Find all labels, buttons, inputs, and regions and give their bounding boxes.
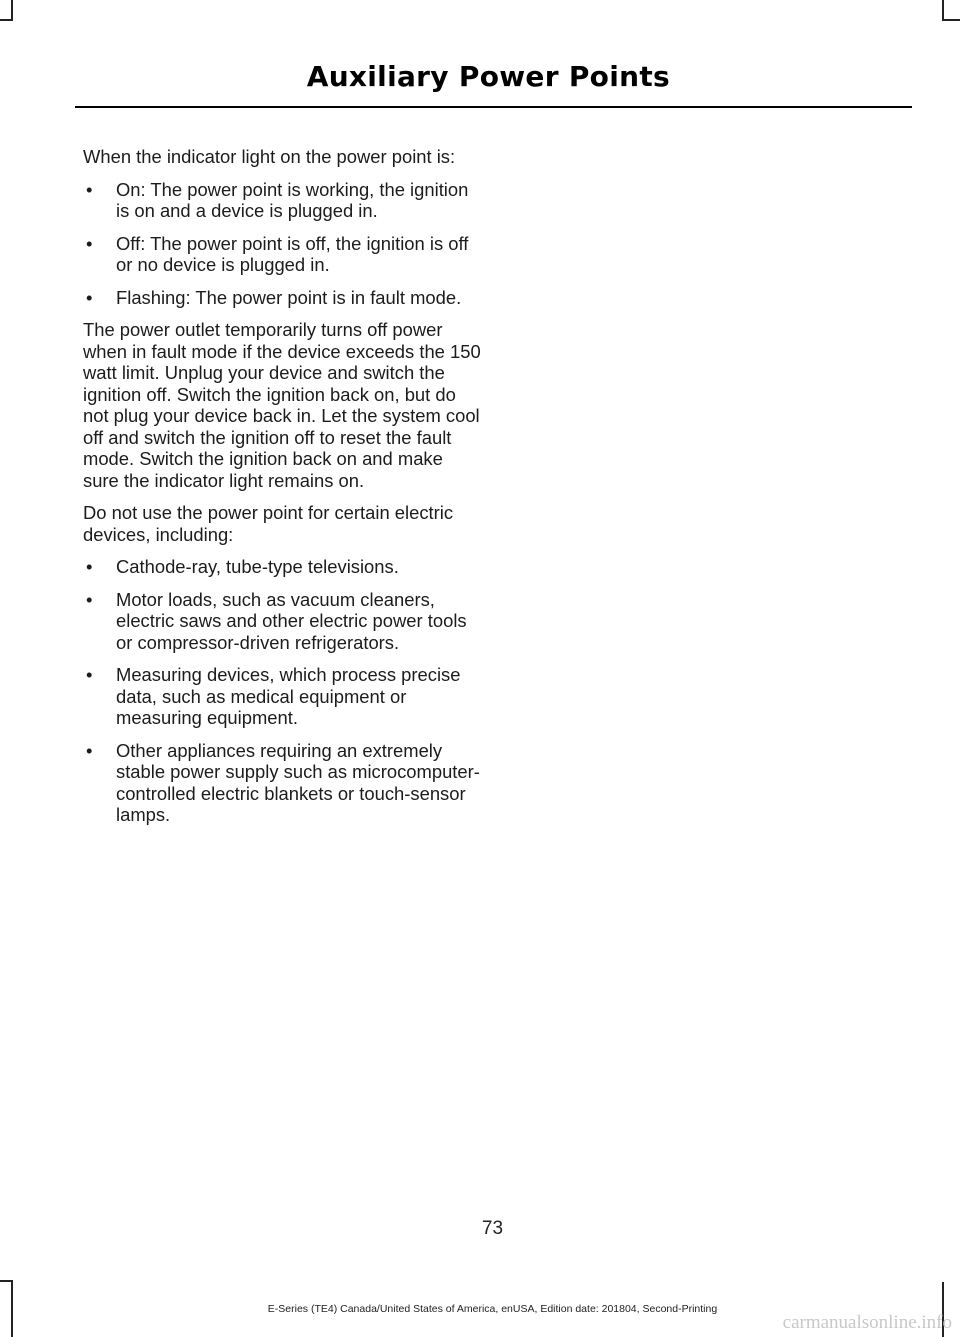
list-item-text: Other appliances requiring an extremely stable power supply such as microcomputer-controlled electric blankets or touch-sensor lamps. xyxy=(116,739,480,825)
edition-footer: E-Series (TE4) Canada/United States of America, enUSA, Edition date: 201804, Second-Printing xyxy=(267,1303,718,1315)
body-column xyxy=(83,146,483,837)
crop-mark-bottom-left-horizontal xyxy=(0,1280,13,1282)
indicator-intro: When the indicator light on the power point is: xyxy=(83,146,456,167)
bullet-icon: • xyxy=(86,588,93,610)
list-item-text: Measuring devices, which process precise data, such as medical equipment or measuring equipment. xyxy=(116,664,461,728)
list-item xyxy=(83,287,483,309)
list-item xyxy=(83,179,483,222)
list-item xyxy=(83,740,483,826)
indicator-states-list xyxy=(83,179,483,309)
page-title: Auxiliary Power Points xyxy=(306,60,670,93)
crop-mark-top-left xyxy=(11,0,13,21)
header-divider xyxy=(75,106,912,108)
list-item-text: Off: The power point is off, the ignition is off or no device is plugged in. xyxy=(116,232,469,275)
list-item-text: Cathode-ray, tube-type televisions. xyxy=(116,556,399,577)
crop-mark-top-left-horizontal xyxy=(0,19,13,21)
restricted-devices-list xyxy=(83,556,483,826)
watermark-link[interactable]: carmanualsonline.info xyxy=(782,1312,952,1333)
list-item xyxy=(83,233,483,276)
list-item-text: On: The power point is working, the ignition is on and a device is plugged in. xyxy=(116,178,469,221)
bullet-icon: • xyxy=(86,739,93,761)
bullet-icon: • xyxy=(86,232,93,254)
crop-mark-top-right xyxy=(942,0,944,21)
crop-mark-top-right-horizontal xyxy=(942,19,960,21)
list-item xyxy=(83,589,483,654)
page-number: 73 xyxy=(481,1218,504,1239)
list-item-text: Motor loads, such as vacuum cleaners, electric saws and other electric power tools or compressor-driven refrigerators. xyxy=(116,588,467,653)
list-item xyxy=(83,556,483,578)
bullet-icon: • xyxy=(86,556,93,577)
fault-mode-paragraph: The power outlet temporarily turns off power when in fault mode if the device exceeds the 150 watt limit. Unplug your device and switch the ignition off. Switch the ignition back on, but do not plug your device back in. Let the system cool off and switch the ignition off to reset the fault mode. Switch the ignition back on and make sure the indicator light remains on. xyxy=(83,319,481,491)
bullet-icon: • xyxy=(86,178,93,200)
bullet-icon: • xyxy=(86,286,93,308)
list-item xyxy=(83,664,483,729)
bullet-icon: • xyxy=(86,664,93,685)
restriction-intro: Do not use the power point for certain electric devices, including: xyxy=(83,502,454,545)
list-item-text: Flashing: The power point is in fault mode. xyxy=(116,286,462,308)
